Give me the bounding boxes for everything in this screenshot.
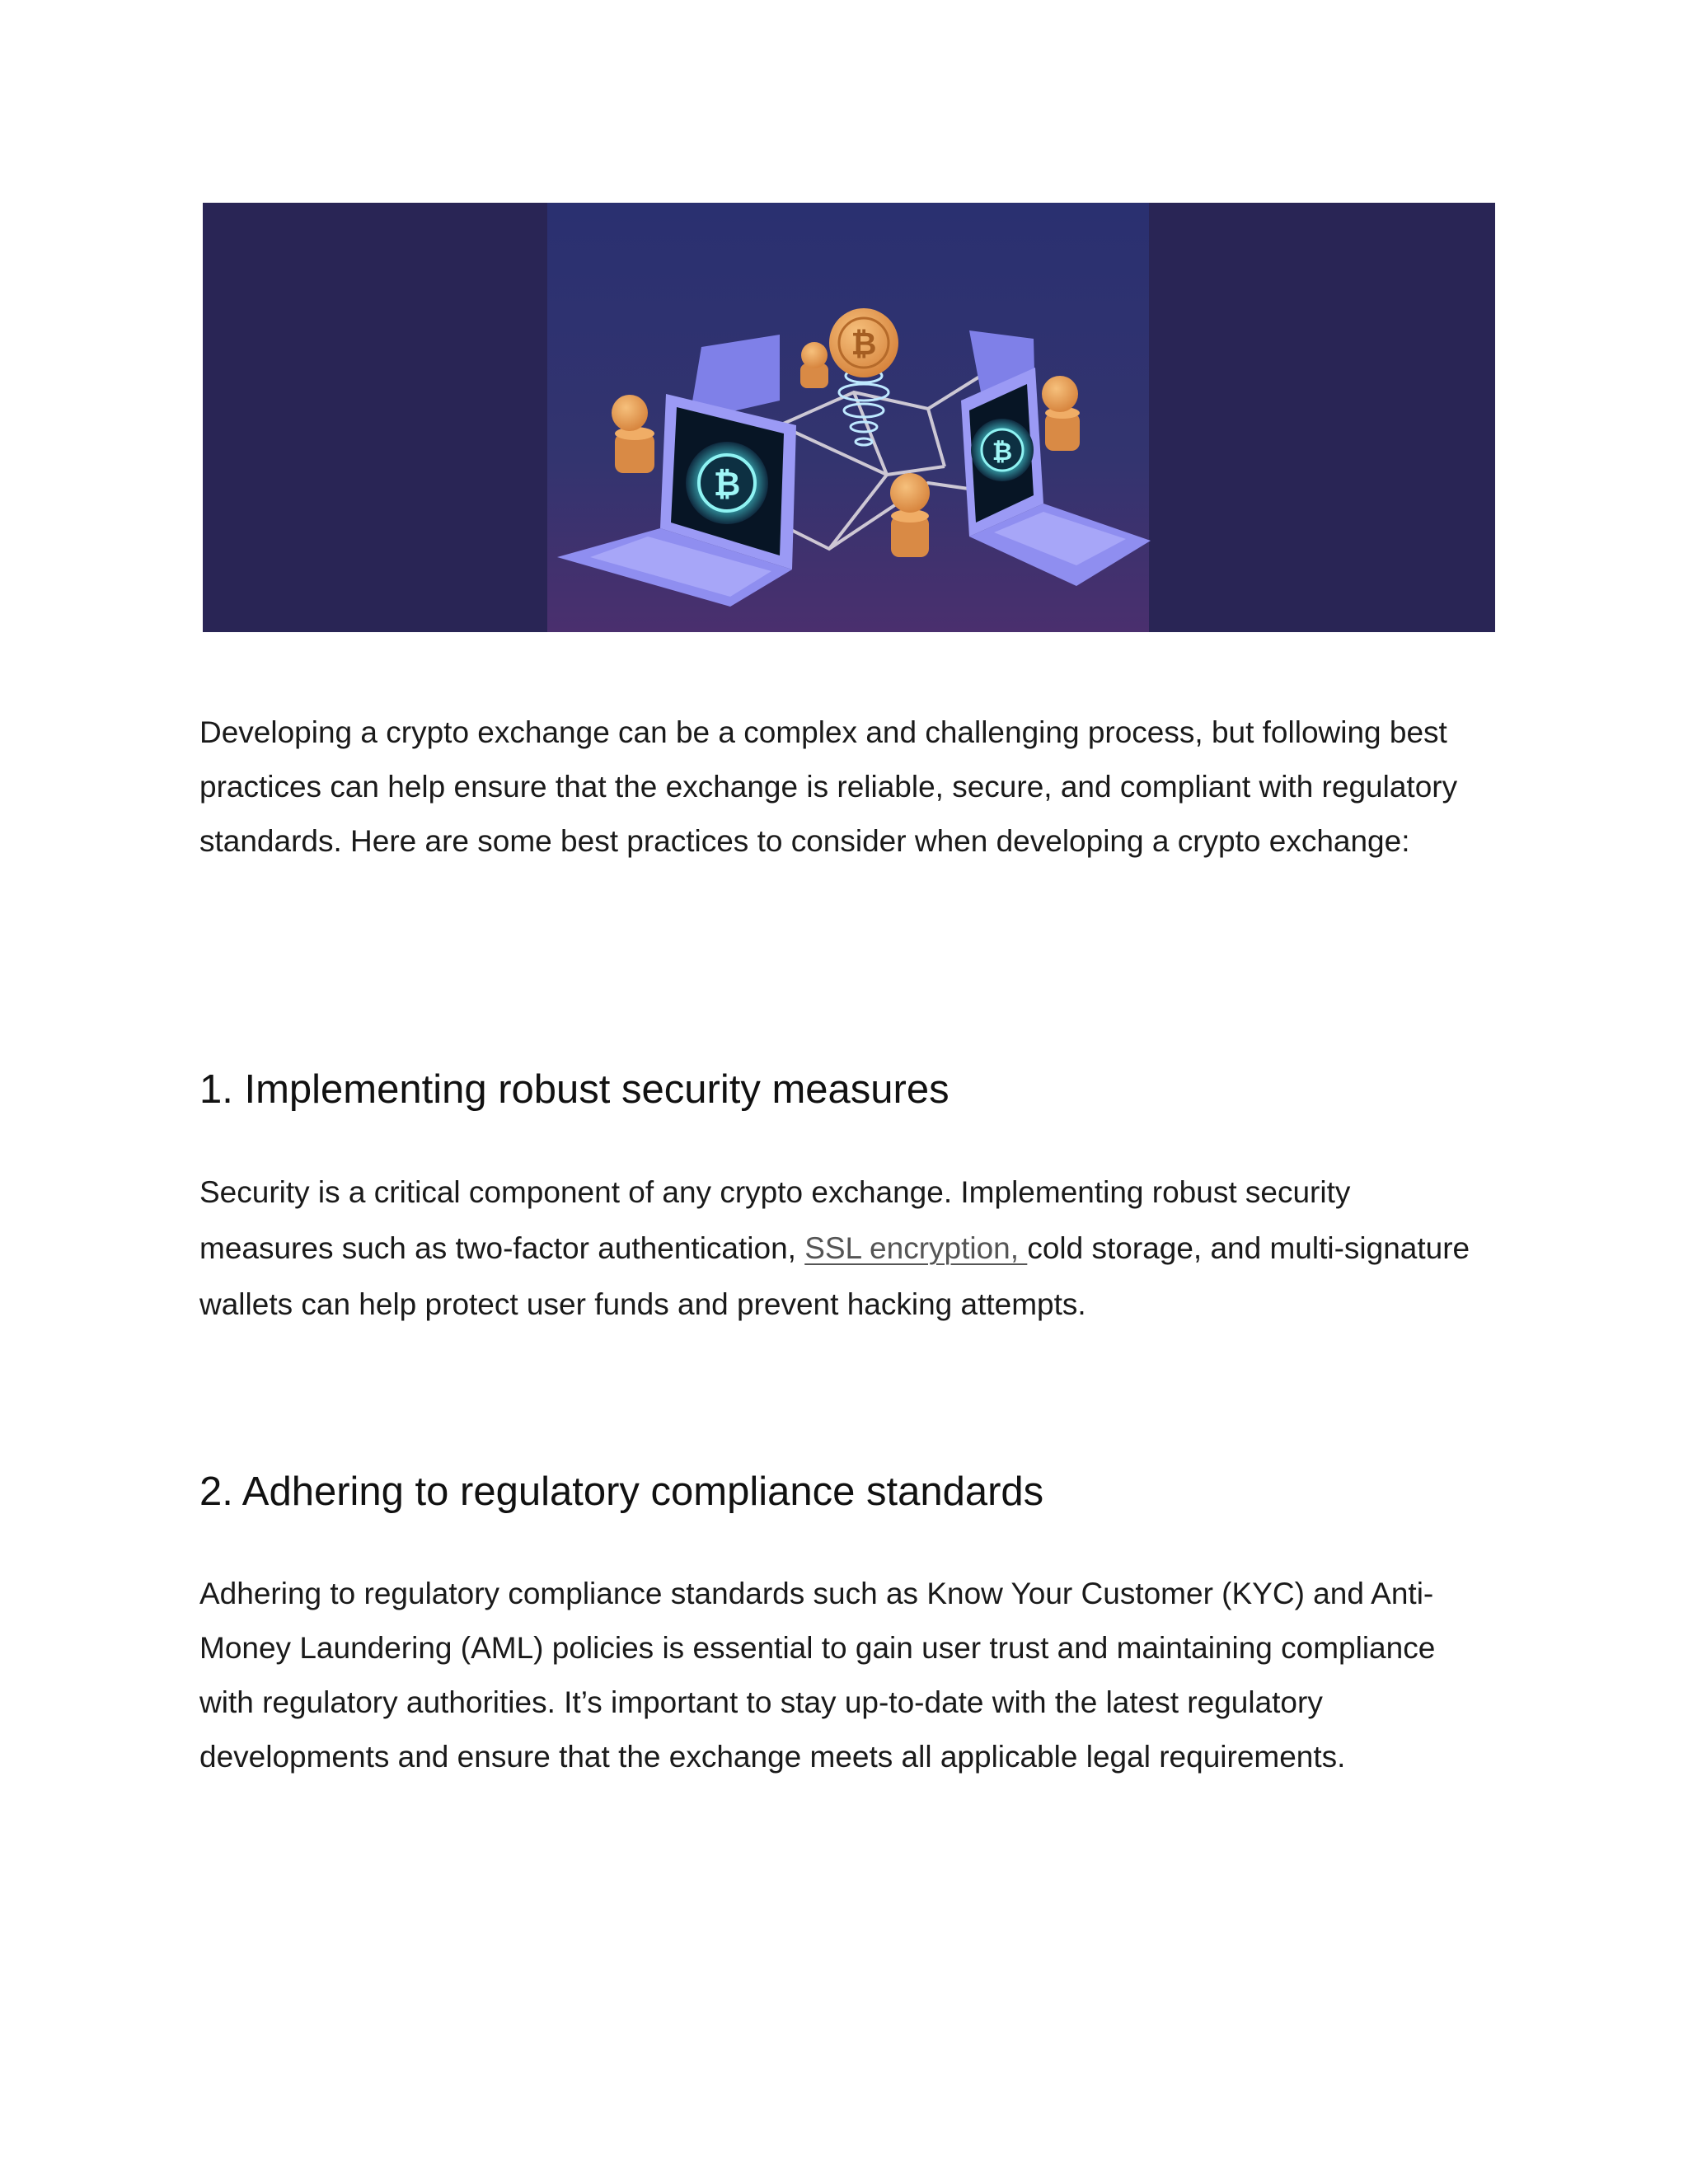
section-heading-security: 1. Implementing robust security measures: [199, 1067, 950, 1112]
compliance-paragraph: Adhering to regulatory compliance standards such as Know Your Customer (KYC) and Anti-Money Laundering (AML) policies is essential to gain user trust and maintaining compliance with regulatory authorities. It’s important to stay up-to-date with the latest regulatory developments and ensure that the exchange meets all applicable legal requirements.: [199, 1577, 1436, 1774]
coin-stack-center: [890, 473, 930, 557]
security-text-before-link: Security is a critical component of any crypto exchange. Implementing robust security measures such as two-factor authentication,: [199, 1175, 1351, 1265]
section-heading-compliance: 2. Adhering to regulatory compliance standards: [199, 1469, 1044, 1514]
coin-stack-top: [800, 342, 828, 388]
svg-text:₿: ₿: [851, 327, 877, 362]
hero-image: [203, 203, 1495, 632]
intro-paragraph: Developing a crypto exchange can be a complex and challenging process, but following best practices can help ensure that the exchange is reliable, secure, and compliant with regulatory standards. Here are some best practices to consider when developing a crypto exchange:: [199, 715, 1458, 858]
security-paragraph: [199, 1165, 1485, 1333]
svg-text:₿: ₿: [992, 438, 1013, 466]
crypto-exchange-illustration: [203, 203, 1495, 632]
ssl-encryption-link[interactable]: SSL encryption,: [804, 1231, 1028, 1265]
security-text-after-link: cold storage, and multi-signature wallets can help protect user funds and prevent hacking attempts.: [199, 1231, 1470, 1321]
coin-stack-right: [1042, 376, 1080, 451]
svg-text:₿: ₿: [713, 466, 741, 503]
